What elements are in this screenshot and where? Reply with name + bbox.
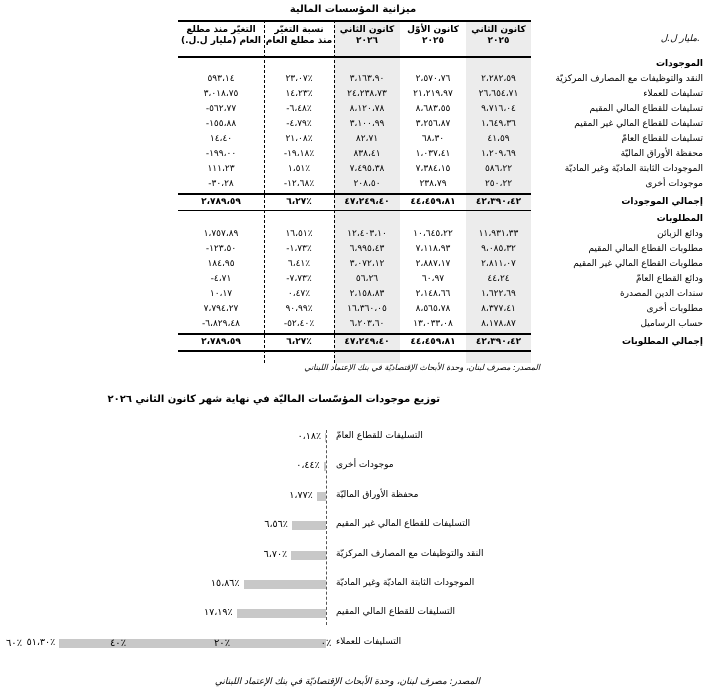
table-cell: ٢،٨٨٧،١٧ [415,259,451,269]
chart-data-label: ١٥،٨٦٪ [210,578,240,589]
chart-category-label: التسليفات للقطاع المالي غير المقيم [336,519,471,530]
table-cell: ٢،٢٨٢،٥٩ [481,74,516,84]
header-col5-line1: التغيّر منذ مطلع [186,25,256,35]
header-col3-line1: كانون الثاني [339,25,395,35]
table-cell: ٢٥٠،٢٢ [484,179,513,189]
chart-bar [237,609,326,618]
table-cell: ١،٠٣٧،٤١ [415,149,451,159]
chart-category-label: محفظة الأوراق الماليّة [336,489,419,500]
table-cell: ٦،٩٩٥،٤٣ [349,244,385,254]
chart-data-label: ٦،٥٦٪ [264,519,288,531]
table-cell: ٧،٣٨٤،١٥ [415,164,451,174]
table-cell: ٠،٤٧٪ [287,289,311,299]
table-cell: ١٠،١٧ [209,289,233,299]
table-cell: ١،٢٠٩،٦٩ [481,149,516,159]
header-col2 [400,25,466,47]
table-row-label: موجودات أخرى [645,179,703,189]
table-cell: -١٩٩،٠٠ [205,149,237,159]
table-cell: ٦،٤١٪ [287,259,311,269]
table-cell: -١٢،٦٨٪ [283,179,315,189]
table-cell: ٨٢،٧١ [355,134,379,144]
table-title: ميزانية المؤسسات المالية [289,4,417,15]
table-row-label: سندات الدين المصدرة [619,289,703,299]
table-cell: ٨٣٨،٤١ [353,149,381,159]
table-cell: ٦،٢٠٣،٦٠ [349,319,385,329]
table-cell: ٣،٠١٨،٧٥ [203,89,239,99]
table-row-label: ودائع الزبائن [657,229,703,239]
table-cell: ٢٤،٢٣٨،٧٣ [347,89,387,99]
table-cell: ٨،٦٨٣،٥٥ [415,104,451,114]
table-row-label: مطلوبات القطاع المالي المقيم [588,244,703,254]
table-cell: ١٦،٣٦٠،٠٥ [347,304,387,314]
table-cell: ٤٤،٤٥٩،٨١ [410,197,456,207]
table-cell: -٤،٧١ [210,274,232,284]
table-cell: ٤٢،٣٩٠،٤٢ [475,337,522,347]
table-row-label: تسليفات للقطاع العامّ [621,134,703,144]
chart-data-label: ٠،١٨٪ [297,431,322,442]
table-row-label: إجمالي المطلوبات [622,337,703,347]
table-cell: ٩،٧١٦،٠٤ [481,104,516,114]
table-cell: ٢٠٨،٥٠ [353,179,381,189]
table-cell: ٤٤،٢٤ [487,274,510,284]
chart-data-label: ٦،٧٠٪ [263,548,288,560]
table-cell: ١٤،٤٠ [209,134,233,144]
liabilities-total-bottom-line [178,350,531,352]
table-cell: -٥٢،٤٠٪ [283,319,315,329]
table-cell: ٦،٢٧٪ [286,337,312,347]
table-cell: -٦،٨٢٩،٤٨ [201,319,241,329]
chart-category-label: التسليفات للعملاء [336,636,402,647]
table-cell: ٤٧،٢٤٩،٤٠ [344,337,390,347]
table-cell: -١،٧٣٪ [286,244,312,254]
chart-bar [317,492,326,501]
table-cell: ١٢،٤٠٣،١٠ [347,229,387,239]
table-cell: -٧،٧٣٪ [286,274,312,284]
table-cell: ٦٠،٩٧ [421,274,445,284]
table-row-label: الموجودات الثابتة الماديّة وغير الماديّة [564,164,703,174]
table-cell: ٥٦،٢٦ [355,274,379,284]
x-axis-zero-line [326,430,327,625]
table-cell: ٢،٥٧٠،٧٦ [415,74,451,84]
table-cell: ٢١،٠٨٪ [285,134,313,144]
header-bottom-line [178,56,531,58]
table-cell: ٢،٧٨٩،٥٩ [201,337,241,347]
table-cell: ٦،٢٧٪ [286,197,312,207]
table-row-label: تسليفات للعملاء [643,89,703,99]
table-cell: ٨،١٧٨،٨٧ [481,319,516,329]
table-cell: ٣،٠٧٢،١٢ [349,259,385,269]
x-axis-tick-label: ٦٠٪ [5,638,23,649]
assets-heading: الموجودات [655,59,703,69]
table-cell: ١١،٩٣١،٣٣ [478,229,519,239]
table-cell: -٦،٤٨٪ [286,104,312,114]
table-row-label: حساب الرساميل [640,319,703,329]
table-cell: ٥٨٦،٢٢ [484,164,513,174]
table-cell: ١٦،٥١٪ [285,229,313,239]
table-row-label: مطلوبات القطاع المالي غير المقيم [573,259,703,269]
table-cell: -٥٦٢،٧٧ [205,104,237,114]
header-top-line [178,20,531,22]
table-cell: ٢٦،٦٥٤،٧١ [478,89,519,99]
table-cell: ١،٦٢٢،٦٩ [481,289,516,299]
chart-data-label: ٥١،٣٠٪ [26,636,56,648]
table-cell: -٣٠،٢٨ [208,179,234,189]
table-row-label: النقد والتوظيفات مع المصارف المركزيّة [555,74,703,84]
chart-bar [325,433,326,442]
header-col3-line2: ٢٠٢٦ [356,36,378,46]
chart-data-label: ١٧،١٩٪ [204,607,233,619]
chart-bar [324,462,326,471]
chart-category-label: التسليفات للقطاع المالي المقيم [336,607,455,618]
table-cell: ١٨٤،٩٥ [207,259,235,269]
header-col4 [264,25,334,47]
table-cell: ٣،١٦٣،٩٠ [349,74,385,84]
table-cell: ٢،١٤٨،٦٦ [415,289,451,299]
table-cell: -١٢٣،٥٠ [205,244,237,254]
table-cell: -١٥٥،٨٨ [205,119,237,129]
header-col1 [466,25,531,47]
table-cell: ٨،٣٧٧،٤١ [481,304,516,314]
header-col3 [334,25,400,47]
header-col1-line2: ٢٠٢٥ [487,36,510,46]
table-cell: ٢١،٢١٩،٩٧ [413,89,453,99]
table-cell: -٤،٧٩٪ [286,119,312,129]
assets-total-bottom-line [178,210,531,211]
header-col2-line1: كانون الأوّل [407,25,459,35]
table-cell: ٦٨،٣٠ [421,134,445,144]
header-col4-line1: نسبة التغيّر [274,25,324,35]
table-cell: ٧،٧٩٤،٢٧ [203,304,239,314]
table-cell: ٣،١٠٠،٩٩ [349,119,385,129]
table-cell: ٨،٥٦٥،٧٨ [415,304,451,314]
liabilities-heading: المطلوبات [656,214,703,224]
chart-bar [291,551,326,560]
table-cell: ٢٣،٠٧٪ [285,74,313,84]
table-row-label: ودائع القطاع العامّ [635,274,703,284]
x-axis-tick-label: ٠٪ [320,638,332,649]
chart-category-label: موجودات أخرى [336,460,394,471]
chart-bar [244,580,326,589]
header-col4-line2: منذ مطلع العام [265,36,333,46]
table-cell: ٤١،٥٩ [487,134,510,144]
header-col2-line2: ٢٠٢٥ [422,36,444,46]
chart-category-label: النقد والتوظيفات مع المصارف المركزيّة [336,548,484,559]
header-col5 [178,25,264,47]
chart-source: المصدر: مصرف لبنان، وحدة الأبحاث الإقتصاديّة في بنك الإعتماد اللبناني [214,677,480,687]
chart-category-label: التسليفات للقطاع العامّ [336,431,423,441]
table-row-label: محفظة الأوراق الماليّة [620,149,703,159]
unit-label: مليار ل.ل. [660,34,700,44]
table-cell: ٥٩٣،١٤ [207,74,235,84]
chart-category-label: الموجودات الثابتة الماديّة وغير الماديّة [336,578,475,588]
chart-data-label: ٠،٤٤٪ [296,460,320,472]
table-cell: ٩،٠٨٥،٣٢ [481,244,516,254]
table-cell: ٧،٤٩٥،٣٨ [349,164,385,174]
x-axis-tick-label: ٢٠٪ [213,638,231,649]
table-cell: ٤٧،٢٤٩،٤٠ [344,197,390,207]
table-cell: ٣،٢٥٦،٨٧ [415,119,451,129]
table-cell: ١٣،٠٣٣،٠٨ [413,319,453,329]
x-axis-tick-label: ٤٠٪ [109,638,127,649]
table-row-label: إجمالي الموجودات [621,197,703,207]
table-cell: ٢،٧٨٩،٥٩ [201,197,241,207]
table-cell: ٢،٨١١،٠٧ [481,259,516,269]
table-cell: ١،٧٥٧،٨٩ [203,229,239,239]
table-cell: ٤٤،٤٥٩،٨١ [410,337,456,347]
table-row-label: تسليفات للقطاع المالي المقيم [589,104,703,114]
table-cell: ٨،١٢٠،٧٨ [349,104,385,114]
header-col1-line1: كانون الثاني [471,25,526,35]
table-row-label: تسليفات للقطاع المالي غير المقيم [574,119,703,129]
table-cell: ٧،١١٨،٩٣ [415,244,451,254]
table-row-label: مطلوبات أخرى [646,304,703,314]
table-cell: ١١١،٢٣ [207,164,235,174]
table-cell: -١٩،١٨٪ [283,149,315,159]
table-cell: ١،٥١٪ [287,164,311,174]
table-cell: ٩٠،٩٩٪ [285,304,313,314]
table-cell: ١٠،٦٤٥،٢٢ [413,229,453,239]
table-cell: ١،٦٤٩،٣٦ [481,119,516,129]
chart-title: توزيع موجودات المؤسّسات الماليّة في نهاية شهر كانون الثاني ٢٠٢٦ [107,394,440,405]
table-cell: ٢٣٨،٧٩ [419,179,447,189]
table-cell: ٢،١٥٨،٨٣ [349,289,385,299]
table-source: المصدر: مصرف لبنان، وحدة الأبحاث الإقتصاديّة في بنك الإعتماد اللبناني [304,363,540,372]
table-cell: ٤٢،٣٩٠،٤٢ [475,197,522,207]
chart-data-label: ١،٧٧٪ [289,489,313,501]
table-cell: ١٤،٢٣٪ [285,89,313,99]
chart-bar [292,521,326,530]
header-col5-line2: العام (مليار ل.ل.) [181,36,261,46]
